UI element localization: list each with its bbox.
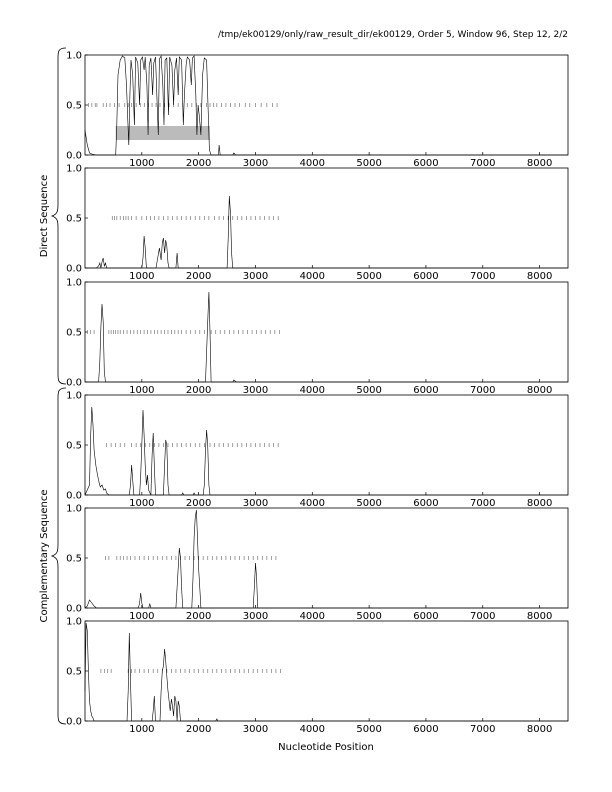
x-tick-label: 7000: [470, 271, 496, 282]
x-tick-label: 4000: [299, 611, 326, 622]
x-tick-label: 2000: [185, 271, 212, 282]
y-tick-label: 0.5: [66, 213, 82, 225]
y-tick-label: 1.0: [66, 163, 82, 175]
y-tick-label: 0.0: [66, 377, 82, 389]
y-tick-label: 1.0: [66, 616, 82, 628]
x-tick-label: 3000: [242, 611, 269, 622]
x-tick-label: 6000: [413, 611, 439, 622]
panels: [66, 51, 568, 736]
x-tick-label: 6000: [413, 385, 439, 396]
series-line: [85, 56, 568, 155]
panel-5: [66, 504, 568, 623]
panel-2: [66, 164, 568, 283]
x-tick-label: 4000: [299, 724, 326, 735]
series-line: [85, 407, 568, 495]
y-tick-label: 1.0: [66, 50, 82, 62]
direct-sequence-label: Direct Sequence: [39, 174, 50, 258]
x-tick-label: 2000: [185, 385, 212, 396]
x-tick-label: 2000: [185, 158, 212, 169]
direct-sequence-brace: [52, 48, 66, 384]
x-tick-label: 1000: [129, 271, 155, 282]
x-tick-label: 2000: [185, 498, 212, 509]
x-tick-label: 4000: [299, 498, 326, 509]
x-tick-label: 5000: [356, 385, 382, 396]
x-tick-label: 4000: [299, 158, 326, 169]
y-tick-label: 1.0: [66, 277, 82, 289]
y-tick-label: 0.0: [66, 150, 82, 162]
x-tick-label: 4000: [299, 385, 326, 396]
panel-3: [66, 278, 568, 397]
panel-4: [66, 391, 568, 510]
x-tick-label: 8000: [526, 724, 553, 735]
x-tick-label: 3000: [242, 498, 269, 509]
y-tick-label: 0.5: [66, 327, 82, 339]
shaded-region: [116, 126, 210, 140]
x-tick-label: 5000: [356, 611, 382, 622]
y-tick-label: 0.0: [66, 263, 82, 275]
panel-6: [66, 617, 568, 736]
x-tick-label: 6000: [413, 724, 439, 735]
x-tick-label: 7000: [470, 158, 496, 169]
complementary-sequence-label: Complementary Sequence: [39, 489, 50, 623]
panel-frame: [85, 395, 568, 495]
x-tick-label: 6000: [413, 158, 439, 169]
x-tick-label: 7000: [470, 611, 496, 622]
x-tick-label: 7000: [470, 498, 496, 509]
x-tick-label: 5000: [356, 498, 382, 509]
x-tick-label: 6000: [413, 498, 439, 509]
x-tick-label: 1000: [129, 498, 155, 509]
x-tick-label: 5000: [356, 271, 382, 282]
x-tick-label: 7000: [470, 724, 496, 735]
y-tick-label: 1.0: [66, 390, 82, 402]
x-tick-label: 2000: [185, 724, 212, 735]
x-tick-label: 8000: [526, 385, 553, 396]
x-tick-label: 1000: [129, 611, 155, 622]
y-tick-label: 0.5: [66, 553, 82, 565]
y-tick-label: 0.0: [66, 490, 82, 502]
x-tick-label: 1000: [129, 724, 155, 735]
x-tick-label: 4000: [299, 271, 326, 282]
y-tick-label: 0.5: [66, 100, 82, 112]
y-tick-label: 1.0: [66, 503, 82, 515]
x-axis-label: Nucleotide Position: [278, 742, 374, 753]
chart-title: /tmp/ek00129/only/raw_result_dir/ek00129, Order 5, Window 96, Step 12, 2/2: [217, 30, 568, 40]
y-tick-label: 0.0: [66, 603, 82, 615]
y-tick-label: 0.5: [66, 440, 82, 452]
x-tick-label: 8000: [526, 498, 553, 509]
x-tick-label: 8000: [526, 271, 553, 282]
y-tick-label: 0.5: [66, 666, 82, 678]
series-line: [85, 292, 568, 382]
y-tick-label: 0.0: [66, 716, 82, 728]
panel-frame: [85, 168, 568, 268]
x-tick-label: 7000: [470, 385, 496, 396]
x-tick-label: 5000: [356, 158, 382, 169]
x-tick-label: 3000: [242, 385, 269, 396]
x-tick-label: 3000: [242, 724, 269, 735]
x-tick-label: 1000: [129, 385, 155, 396]
x-tick-label: 5000: [356, 724, 382, 735]
x-tick-label: 3000: [242, 158, 269, 169]
x-tick-label: 8000: [526, 611, 553, 622]
x-tick-label: 1000: [129, 158, 155, 169]
x-tick-label: 2000: [185, 611, 212, 622]
panel-1: [66, 51, 568, 170]
x-tick-label: 6000: [413, 271, 439, 282]
series-line: [85, 196, 568, 268]
complementary-sequence-brace: [52, 388, 66, 724]
x-tick-label: 3000: [242, 271, 269, 282]
x-tick-label: 8000: [526, 158, 553, 169]
